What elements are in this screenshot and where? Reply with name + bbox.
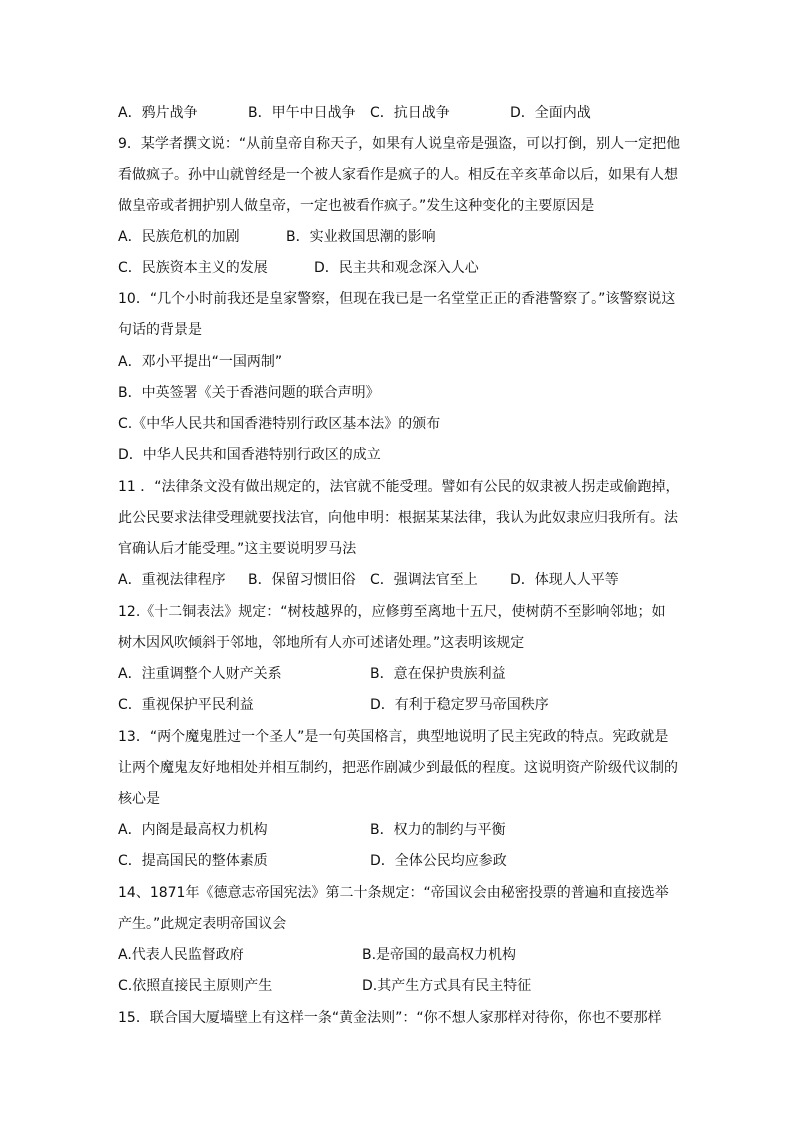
q9-option-c[interactable]: C．民族资本主义的发展: [118, 260, 268, 276]
q8-option-d[interactable]: D．全面内战: [510, 105, 591, 121]
q11-option-c[interactable]: C．强调法官至上: [370, 572, 478, 588]
q11-stem-line-3: 官确认后才能受理。”这主要说明罗马法: [118, 541, 357, 557]
q9-option-b[interactable]: B．实业救国思潮的影响: [286, 229, 436, 245]
q12-option-c[interactable]: C．重视保护平民利益: [118, 697, 254, 713]
q9-option-a[interactable]: A．民族危机的加剧: [118, 229, 240, 245]
q13-stem-line-3: 核心是: [118, 791, 160, 807]
q14-option-d[interactable]: D.其产生方式具有民主特征: [362, 978, 532, 994]
q9-stem-line-1: 9．某学者撰文说：“从前皇帝自称天子，如果有人说皇帝是强盗，可以打倒，别人一定把他: [118, 136, 681, 152]
q11-option-b[interactable]: B．保留习惯旧俗: [248, 572, 356, 588]
q9-stem-line-3: 做皇帝或者拥护别人做皇帝，一定也被看作疯子。”发生这种变化的主要原因是: [118, 198, 595, 214]
q14-option-b[interactable]: B.是帝国的最高权力机构: [362, 947, 517, 963]
q10-stem-line-1: 10．“几个小时前我还是皇家警察，但现在我已是一名堂堂正正的香港警察了。”该警察说这: [118, 291, 676, 307]
q12-stem-line-2: 树木因风吹倾斜于邻地，邻地所有人亦可述诸处理。”这表明该规定: [118, 635, 525, 651]
q13-option-d[interactable]: D．全体公民均应参政: [370, 853, 507, 869]
q8-option-a[interactable]: A．鸦片战争: [118, 105, 198, 121]
q11-stem-line-2: 此公民要求法律受理就要找法官，向他申明：根据某某法律，我认为此奴隶应归我所有。法: [118, 510, 678, 526]
q13-stem-line-2: 让两个魔鬼友好地相处并相互制约，把恶作剧减少到最低的程度。这说明资产阶级代议制的: [118, 760, 678, 776]
q11-option-d[interactable]: D．体现人人平等: [510, 572, 619, 588]
q14-option-c[interactable]: C.依照直接民主原则产生: [118, 978, 273, 994]
q14-stem-line-1: 14、1871年《德意志帝国宪法》第二十条规定：“帝国议会由秘密投票的普遍和直接选举: [118, 885, 669, 901]
q12-stem-line-1: 12.《十二铜表法》规定：“树枝越界的，应修剪至离地十五尺，使树荫不至影响邻地；如: [118, 604, 666, 620]
q8-option-c[interactable]: C．抗日战争: [370, 105, 450, 121]
q12-option-d[interactable]: D．有利于稳定罗马帝国秩序: [370, 697, 549, 713]
q14-stem-line-2: 产生。”此规定表明帝国议会: [118, 916, 287, 932]
q13-option-a[interactable]: A．内阁是最高权力机构: [118, 822, 268, 838]
q11-stem-line-1: 11 ．“法律条文没有做出规定的，法官就不能受理。譬如有公民的奴隶被人拐走或偷跑掉，: [118, 479, 680, 495]
q10-option-b[interactable]: B．中英签署《关于香港问题的联合声明》: [118, 385, 380, 401]
q9-stem-line-2: 看做疯子。孙中山就曾经是一个被人家看作是疯子的人。相反在辛亥革命以后，如果有人想: [118, 167, 678, 183]
q13-option-b[interactable]: B．权力的制约与平衡: [370, 822, 506, 838]
q12-option-b[interactable]: B．意在保护贵族利益: [370, 666, 506, 682]
q8-option-b[interactable]: B．甲午中日战争: [248, 105, 356, 121]
q10-stem-line-2: 句话的背景是: [118, 322, 202, 338]
q14-option-a[interactable]: A.代表人民监督政府: [118, 947, 244, 963]
q10-option-a[interactable]: A．邓小平提出“一国两制”: [118, 354, 283, 370]
q15-stem-line-1: 15．联合国大厦墙壁上有这样一条“黄金法则”：“你不想人家那样对待你，你也不要那样: [118, 1010, 662, 1026]
q13-stem-line-1: 13．“两个魔鬼胜过一个圣人”是一句英国格言，典型地说明了民主宪政的特点。宪政就是: [118, 729, 669, 745]
q11-option-a[interactable]: A．重视法律程序: [118, 572, 226, 588]
q10-option-d[interactable]: D．中华人民共和国香港特别行政区的成立: [118, 447, 381, 463]
q12-option-a[interactable]: A．注重调整个人财产关系: [118, 666, 282, 682]
q10-option-c[interactable]: C.《中华人民共和国香港特别行政区基本法》的颁布: [118, 416, 441, 432]
q9-option-d[interactable]: D．民主共和观念深入人心: [314, 260, 479, 276]
q13-option-c[interactable]: C．提高国民的整体素质: [118, 853, 268, 869]
